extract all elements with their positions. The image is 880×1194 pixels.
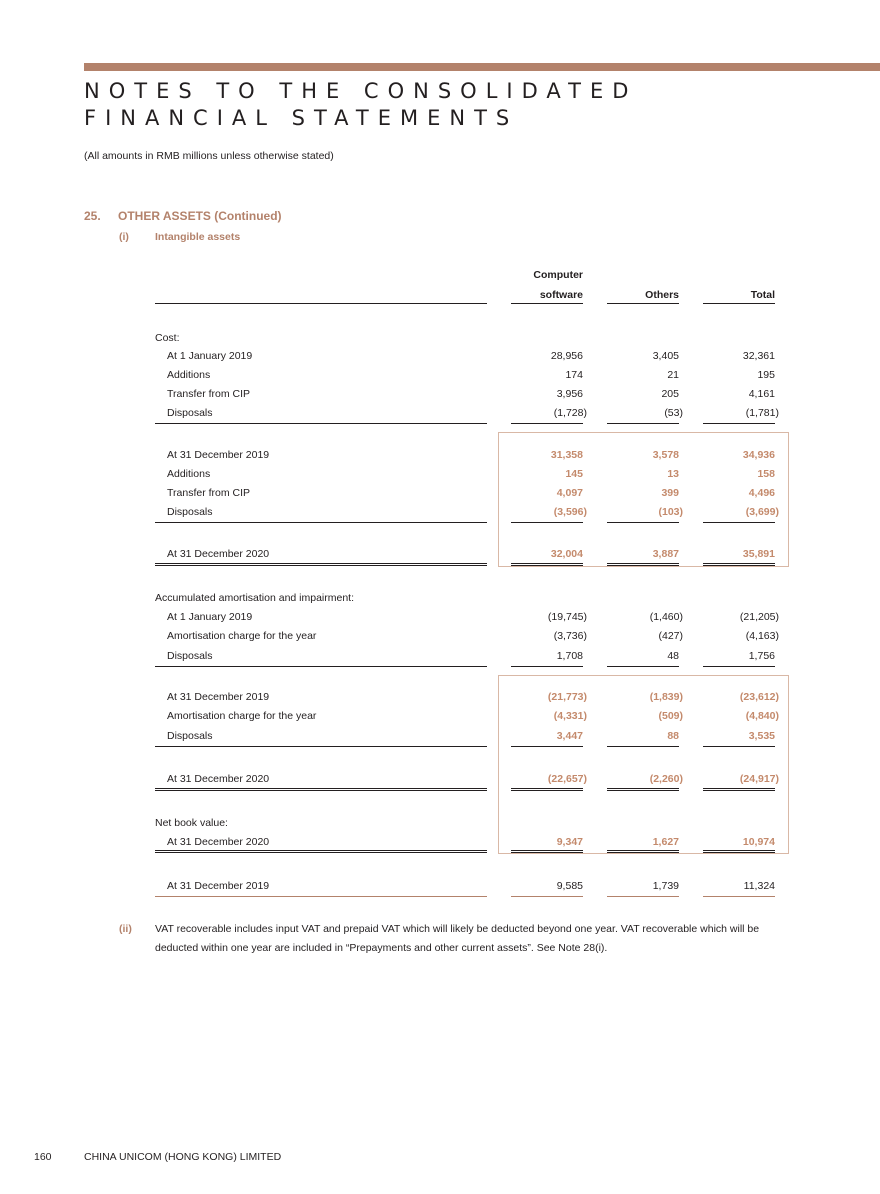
cell-software: (22,657) <box>547 773 587 785</box>
cell-others: 48 <box>667 650 679 662</box>
row-label: Additions <box>167 468 211 480</box>
row-label: Disposals <box>167 650 213 662</box>
total-rule <box>511 850 583 853</box>
cell-others: 88 <box>667 730 679 742</box>
cell-total: 32,361 <box>742 350 775 362</box>
cell-others: (427) <box>658 630 683 642</box>
final-rule <box>511 896 583 897</box>
cell-total: 10,974 <box>742 836 775 848</box>
cell-others: (103) <box>658 506 683 518</box>
cell-others: (2,260) <box>649 773 683 785</box>
row-label: At 31 December 2020 <box>167 773 270 785</box>
cell-software: 28,956 <box>550 350 583 362</box>
final-rule <box>155 896 487 897</box>
page-title <box>84 78 637 132</box>
total-rule <box>511 788 583 791</box>
total-rule <box>703 788 775 791</box>
cell-others: 13 <box>667 468 679 480</box>
final-rule <box>607 896 679 897</box>
cell-others: 21 <box>667 369 679 381</box>
cell-total: (21,205) <box>739 611 779 623</box>
subsection-number: (i) <box>119 231 129 243</box>
page-title-line-1: NOTES TO THE CONSOLIDATED <box>84 79 638 103</box>
row-label: Transfer from CIP <box>167 487 251 499</box>
cell-others: 205 <box>661 388 679 400</box>
row-rule <box>511 522 583 523</box>
cell-total: (24,917) <box>739 773 779 785</box>
row-label: At 31 December 2020 <box>167 836 270 848</box>
row-rule <box>607 746 679 747</box>
row-label: At 31 December 2020 <box>167 548 270 560</box>
cell-others: (1,460) <box>649 611 683 623</box>
total-rule <box>155 850 487 853</box>
cell-software: 174 <box>565 369 583 381</box>
cell-others: 3,578 <box>652 449 679 461</box>
total-rule <box>511 563 583 566</box>
cell-total: 158 <box>757 468 775 480</box>
cell-others: 399 <box>661 487 679 499</box>
row-rule <box>703 522 775 523</box>
row-label: Additions <box>167 369 211 381</box>
cell-total: 195 <box>757 369 775 381</box>
cell-software: (19,745) <box>547 611 587 623</box>
row-label: Transfer from CIP <box>167 388 251 400</box>
row-rule <box>155 666 487 667</box>
section-heading <box>84 209 282 223</box>
header-rule-others <box>607 303 679 304</box>
cell-software: (1,728) <box>553 407 587 419</box>
cell-total: (3,699) <box>745 506 779 518</box>
row-rule <box>607 666 679 667</box>
cell-total: 4,496 <box>748 487 775 499</box>
column-header-computer-line1: Computer <box>533 269 583 281</box>
cell-others: (1,839) <box>649 691 683 703</box>
total-rule <box>703 850 775 853</box>
total-rule <box>703 563 775 566</box>
cell-software: 1,708 <box>556 650 583 662</box>
note-number: (ii) <box>119 923 132 935</box>
page-subtitle: (All amounts in RMB millions unless otherwise stated) <box>84 150 334 162</box>
header-rule-label <box>155 303 487 304</box>
row-label: Cost: <box>155 332 180 344</box>
cell-software: 9,347 <box>556 836 583 848</box>
row-rule <box>511 746 583 747</box>
row-rule <box>511 423 583 424</box>
row-rule <box>607 522 679 523</box>
row-label: Net book value: <box>155 817 228 829</box>
cell-total: 34,936 <box>742 449 775 461</box>
cell-software: 4,097 <box>556 487 583 499</box>
header-rule-total <box>703 303 775 304</box>
page-title-line-2: FINANCIAL STATEMENTS <box>84 106 519 130</box>
cell-others: 1,627 <box>652 836 679 848</box>
row-rule <box>703 746 775 747</box>
row-rule <box>703 666 775 667</box>
section-title: OTHER ASSETS (Continued) <box>118 209 282 223</box>
cell-total: (1,781) <box>745 407 779 419</box>
cell-software: (4,331) <box>553 710 587 722</box>
cell-total: 4,161 <box>748 388 775 400</box>
row-label: Disposals <box>167 407 213 419</box>
column-header-total: Total <box>750 289 775 301</box>
total-rule <box>607 788 679 791</box>
cell-total: (4,840) <box>745 710 779 722</box>
row-label: Accumulated amortisation and impairment: <box>155 592 355 604</box>
cell-software: (3,596) <box>553 506 587 518</box>
row-label: Disposals <box>167 506 213 518</box>
subsection-heading <box>119 231 240 243</box>
row-label: At 1 January 2019 <box>167 350 253 362</box>
total-rule <box>155 563 487 566</box>
cell-software: 3,956 <box>556 388 583 400</box>
column-header-computer-software: software <box>539 289 583 301</box>
subsection-title: Intangible assets <box>155 231 241 243</box>
cell-others: 1,739 <box>652 880 679 892</box>
cell-total: 1,756 <box>748 650 775 662</box>
row-rule <box>155 746 487 747</box>
cell-total: (4,163) <box>745 630 779 642</box>
cell-software: 31,358 <box>550 449 583 461</box>
cell-others: (509) <box>658 710 683 722</box>
cell-others: (53) <box>664 407 683 419</box>
row-label: Amortisation charge for the year <box>167 710 317 722</box>
cell-software: 9,585 <box>556 880 583 892</box>
row-rule <box>155 423 487 424</box>
cell-total: 35,891 <box>742 548 775 560</box>
cell-software: 32,004 <box>550 548 583 560</box>
final-rule <box>703 896 775 897</box>
total-rule <box>155 788 487 791</box>
row-label: At 31 December 2019 <box>167 880 270 892</box>
cell-software: 3,447 <box>556 730 583 742</box>
cell-total: 11,324 <box>743 880 775 892</box>
cell-total: (23,612) <box>739 691 779 703</box>
row-label: At 31 December 2019 <box>167 449 270 461</box>
cell-total: 3,535 <box>748 730 775 742</box>
cell-others: 3,405 <box>652 350 679 362</box>
header-rule-software <box>511 303 583 304</box>
header-accent-bar <box>84 63 880 71</box>
cell-software: (21,773) <box>547 691 587 703</box>
row-rule <box>607 423 679 424</box>
cell-software: (3,736) <box>553 630 587 642</box>
total-rule <box>607 850 679 853</box>
total-rule <box>607 563 679 566</box>
row-label: At 31 December 2019 <box>167 691 270 703</box>
cell-others: 3,887 <box>652 548 679 560</box>
cell-software: 145 <box>565 468 583 480</box>
row-rule <box>511 666 583 667</box>
footer-page-number: 160 <box>34 1151 52 1163</box>
row-label: Amortisation charge for the year <box>167 630 317 642</box>
row-rule <box>703 423 775 424</box>
section-number: 25. <box>84 209 101 223</box>
row-rule <box>155 522 487 523</box>
row-label: At 1 January 2019 <box>167 611 253 623</box>
footer-company-name: CHINA UNICOM (HONG KONG) LIMITED <box>84 1151 282 1163</box>
row-label: Disposals <box>167 730 213 742</box>
column-header-others: Others <box>645 289 679 301</box>
note-vat-recoverable <box>119 920 789 958</box>
note-text: VAT recoverable includes input VAT and prepaid VAT which will likely be deducted beyond one year. VAT recoverable which will be deducted within one year are included in “Prepayments and other current assets”. See Note 28(i). <box>155 923 760 954</box>
